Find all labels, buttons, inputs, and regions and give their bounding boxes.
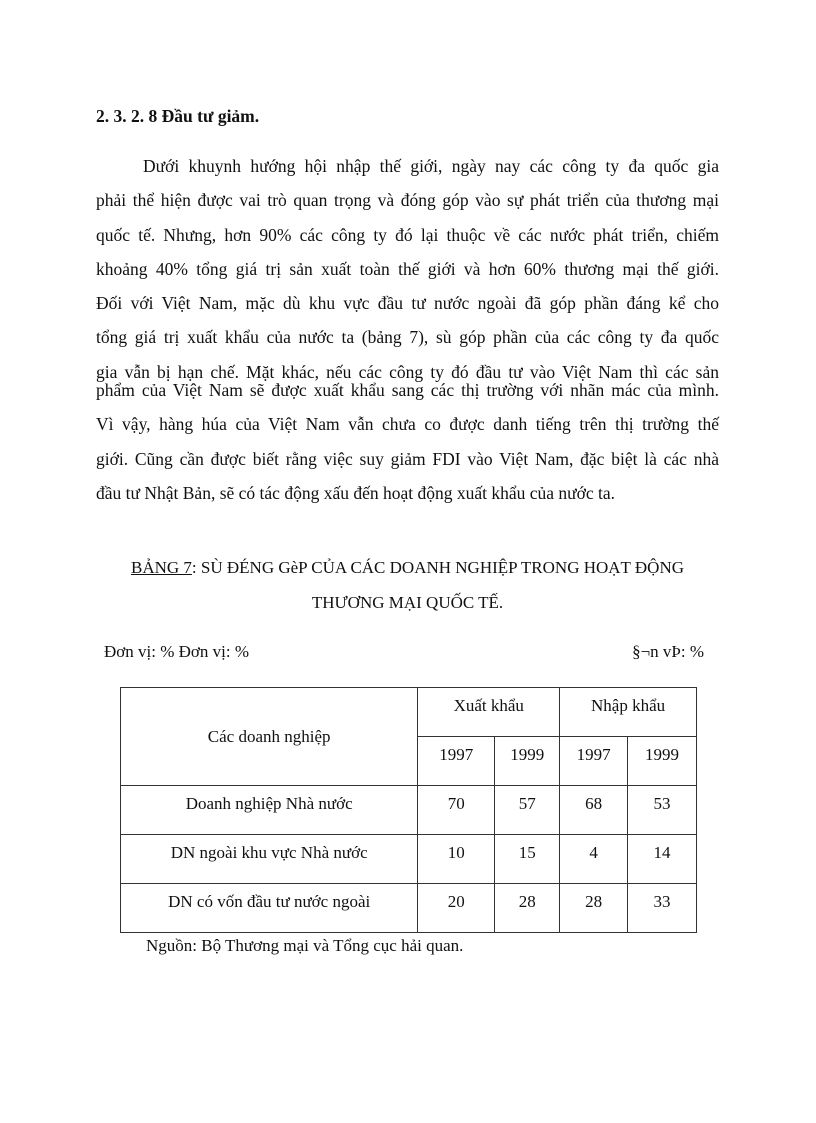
- table-cell: 70: [418, 786, 495, 835]
- header-year: 1997: [560, 737, 628, 786]
- paragraph-line: phải thể hiện được vai trò quan trọng và đóng góp vào sự phát triển của thương mại: [96, 190, 719, 211]
- row-label: DN ngoài khu vực Nhà nước: [121, 835, 418, 884]
- table-row: [121, 835, 697, 884]
- paragraph-line: Vì vậy, hàng húa của Việt Nam vẫn chưa co được danh tiếng trên thị trường thế: [96, 414, 719, 435]
- row-label: DN có vốn đầu tư nước ngoài: [121, 884, 418, 933]
- table-header-row: [121, 688, 697, 737]
- paragraph-line: Đối với Việt Nam, mặc dù khu vực đầu tư nước ngoài đã góp phần đáng kể cho: [96, 293, 719, 314]
- table-cell: 68: [560, 786, 628, 835]
- unit-label-right: §¬n vÞ: %: [632, 642, 704, 661]
- table-cell: 53: [628, 786, 697, 835]
- paragraph-line: đầu tư Nhật Bản, sẽ có tác động xấu đến hoạt động xuất khẩu của nước ta.: [96, 482, 616, 503]
- table-cell: 14: [628, 835, 697, 884]
- trade-table: [120, 687, 697, 933]
- paragraph-1: [96, 149, 719, 389]
- table-cell: 15: [495, 835, 560, 884]
- header-year: 1999: [495, 737, 560, 786]
- header-enterprise: Các doanh nghiệp: [121, 688, 418, 786]
- paragraph-line: giới. Cũng cần được biết rằng việc suy giảm FDI vào Việt Nam, đặc biệt là các nhà: [96, 448, 719, 469]
- paragraph-line: khoảng 40% tổng giá trị sản xuất toàn thế giới và hơn 60% thương mại thế giới.: [96, 258, 719, 279]
- table-cell: 10: [418, 835, 495, 884]
- paragraph-line: gia vẫn bị hạn chế. Mặt khác, nếu các công ty đó đầu tư vào Việt Nam thì các sản: [96, 361, 719, 382]
- table-cell: 28: [560, 884, 628, 933]
- table-caption-line-2: THƯƠNG MẠI QUỐC TẾ.: [311, 593, 504, 612]
- table-cell: 57: [495, 786, 560, 835]
- table-caption-label: BẢNG 7: [131, 558, 192, 577]
- header-year: 1999: [628, 737, 697, 786]
- paragraph-line: tổng giá trị xuất khẩu của nước ta (bảng 7), sù góp phần của các công ty đa quốc: [96, 327, 719, 348]
- header-import: Nhập khẩu: [560, 688, 697, 737]
- table-cell: 33: [628, 884, 697, 933]
- table-cell: 20: [418, 884, 495, 933]
- header-export: Xuất khẩu: [418, 688, 560, 737]
- paragraph-line: Dưới khuynh hướng hội nhập thế giới, ngày nay các công ty đa quốc gia: [143, 156, 719, 176]
- header-year: 1997: [418, 737, 495, 786]
- table-caption-line-1: [96, 556, 719, 580]
- paragraph-line: quốc tế. Nhưng, hơn 90% các công ty đó lại thuộc về các nước phát triển, chiếm: [96, 224, 719, 245]
- section-heading: 2. 3. 2. 8 Đầu tư giảm.: [96, 106, 260, 126]
- table-row: [121, 786, 697, 835]
- row-label: Doanh nghiệp Nhà nước: [121, 786, 418, 835]
- table-caption-title: : SÙ ĐÉNG GèP CỦA CÁC DOANH NGHIỆP TRONG HOẠT ĐỘNG: [191, 558, 684, 577]
- table-cell: 4: [560, 835, 628, 884]
- table-cell: 28: [495, 884, 560, 933]
- source-note: Nguồn: Bộ Thương mại và Tổng cục hải quan.: [146, 936, 464, 955]
- paragraph-2: [96, 373, 719, 510]
- unit-label-left: Đơn vị: % Đơn vị: %: [104, 642, 249, 661]
- table-row: [121, 884, 697, 933]
- paragraph-line: phẩm của Việt Nam sẽ được xuất khẩu sang các thị trường với nhãn mác của mình.: [96, 380, 719, 400]
